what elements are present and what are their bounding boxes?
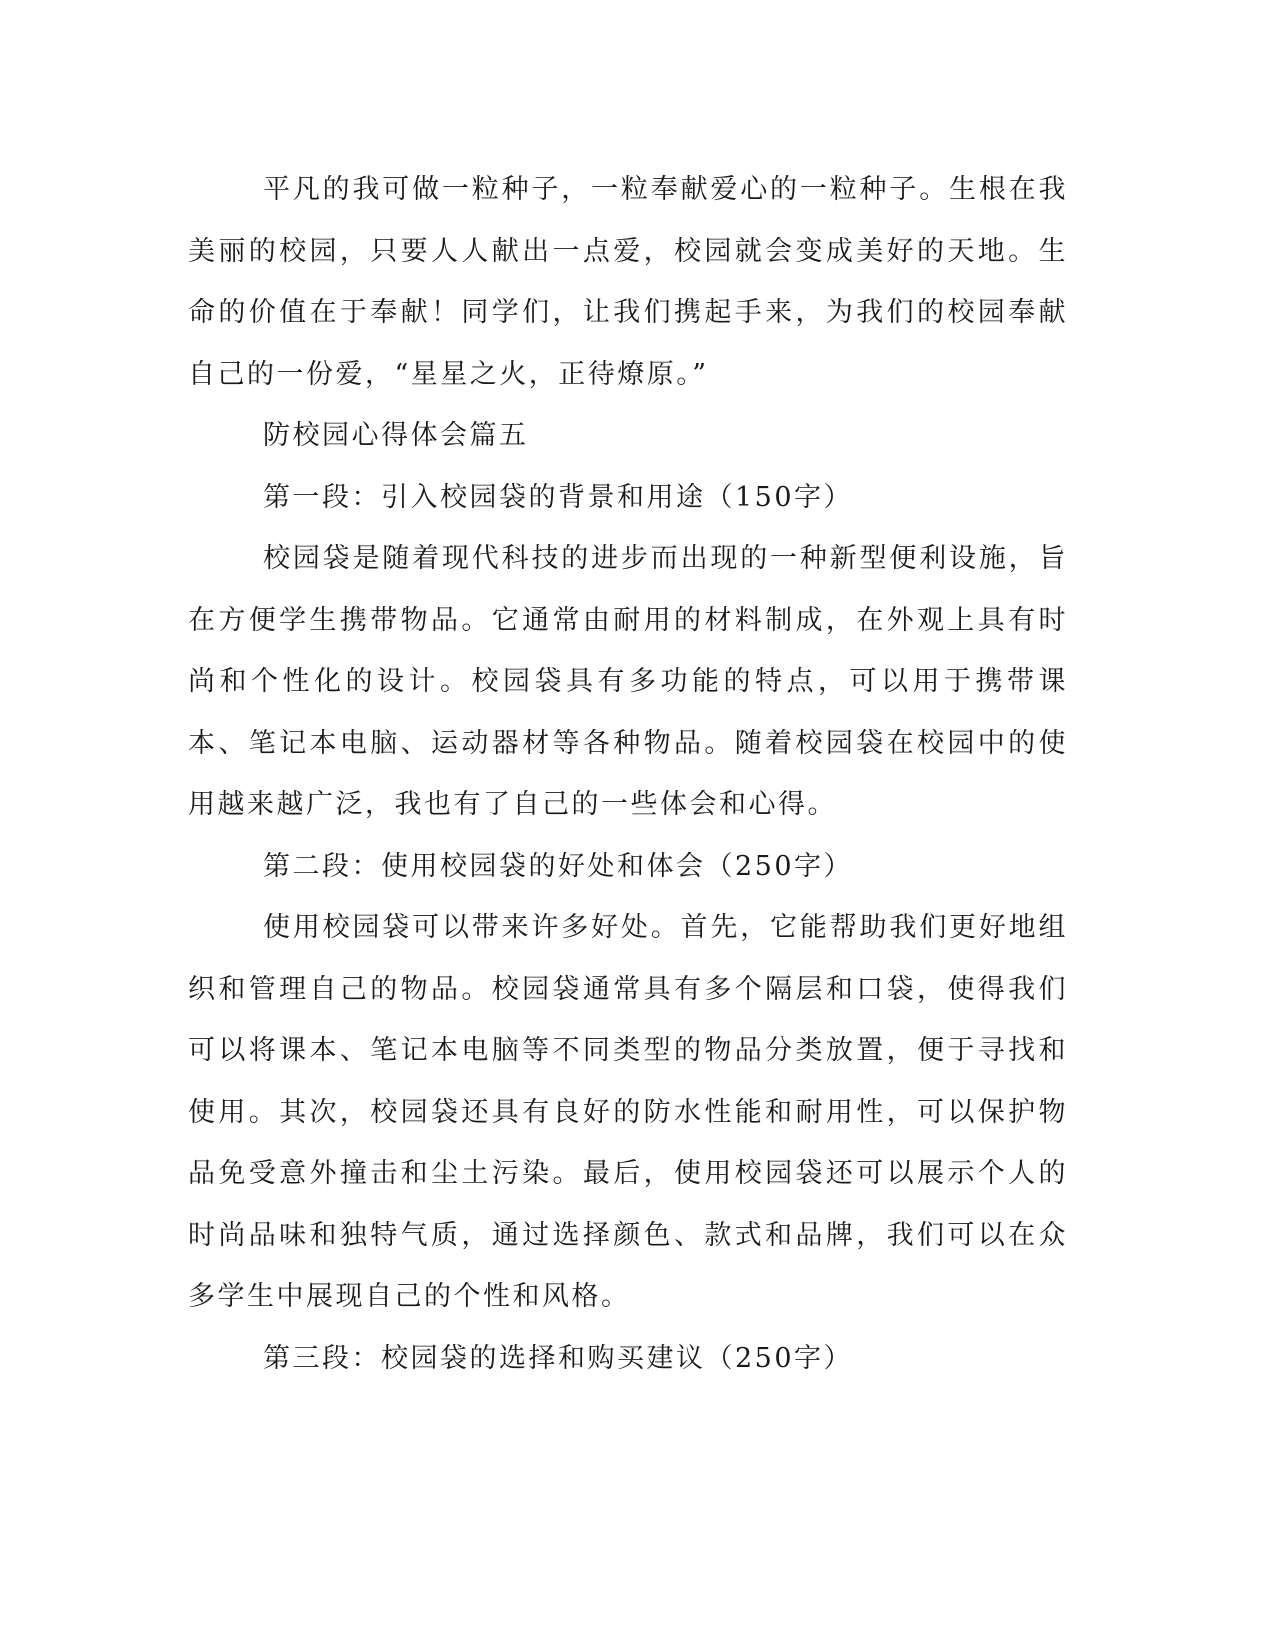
document-body <box>188 159 1068 1389</box>
paragraph-closing-remarks: 平凡的我可做一粒种子，一粒奉献爱心的一粒种子。生根在我美丽的校园，只要人人献出一点爱，校园就会变成美好的天地。生命的价值在于奉献！同学们，让我们携起手来，为我们的校园奉献自己的一份爱，“星星之火，正待燎原。” <box>188 174 1068 390</box>
paragraph-part-one: 校园袋是随着现代科技的进步而出现的一种新型便利设施，旨在方便学生携带物品。它通常由耐用的材料制成，在外观上具有时尚和个性化的设计。校园袋具有多功能的特点，可以用于携带课本、笔记本电脑、运动器材等各种物品。随着校园袋在校园中的使用越来越广泛，我也有了自己的一些体会和心得。 <box>188 543 1068 820</box>
section-title: 防校园心得体会篇五 <box>263 420 529 451</box>
heading-part-three: 第三段：校园袋的选择和购买建议（250字） <box>263 1342 854 1374</box>
paragraph-part-two: 使用校园袋可以带来许多好处。首先，它能帮助我们更好地组织和管理自己的物品。校园袋通常具有多个隔层和口袋，使得我们可以将课本、笔记本电脑等不同类型的物品分类放置，便于寻找和使用。其次，校园袋还具有良好的防水性能和耐用性，可以保护物品免受意外撞击和尘土污染。最后，使用校园袋还可以展示个人的时尚品味和独特气质，通过选择颜色、款式和品牌，我们可以在众多学生中展现自己的个性和风格。 <box>188 912 1068 1312</box>
heading-part-two: 第二段：使用校园袋的好处和体会（250字） <box>263 850 854 882</box>
heading-part-one: 第一段：引入校园袋的背景和用途（150字） <box>263 481 854 513</box>
